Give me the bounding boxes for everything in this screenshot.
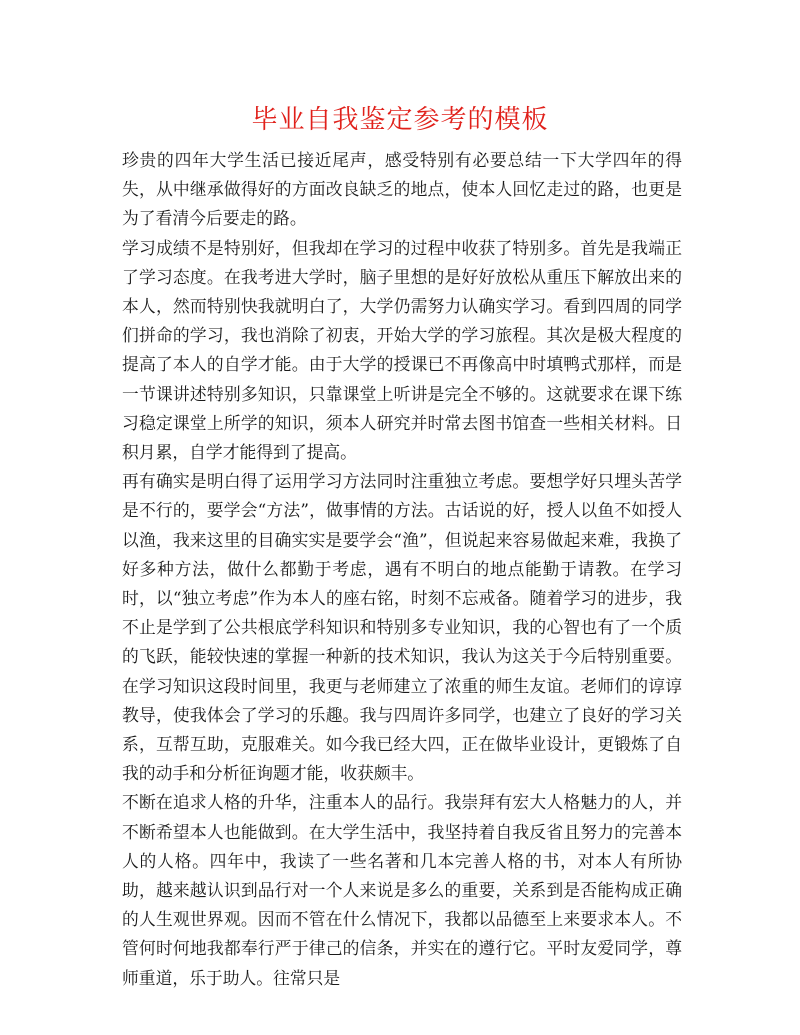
paragraph: 学习成绩不是特别好，但我却在学习的过程中收获了特别多。首先是我端正了学习态度。在我考进大学时，脑子里想的是好好放松从重压下解放出来的本人，然而特别快我就明白了，大学仍需努力认确实学习。看到四周的同学们拼命的学习，我也消除了初衷，开始大学的学习旅程。其次是极大程度的提高了本人的自学才能。由于大学的授课已不再像高中时填鸭式那样，而是一节课讲述特别多知识，只靠课堂上听讲是完全不够的。这就要求在课下练习稳定课堂上所学的知识，须本人研究并时常去图书馆查一些相关材料。日积月累，自学才能得到了提高。 (122, 237, 682, 463)
document-body (122, 146, 682, 993)
paragraph: 再有确实是明白得了运用学习方法同时注重独立考虑。要想学好只埋头苦学是不行的，要学会“方法”，做事情的方法。古话说的好，授人以鱼不如授人以渔，我来这里的目确实实是要学会“渔”，但说起来容易做起来难，我换了好多种方法，做什么都勤于考虑，遇有不明白的地点能勤于请教。在学习时，以“独立考虑”作为本人的座右铭，时刻不忘戒备。随着学习的进步，我不止是学到了公共根底学科知识和特别多专业知识，我的心智也有了一个质的飞跃，能较快速的掌握一种新的技术知识，我认为这关于今后特别重要。在学习知识这段时间里，我更与老师建立了浓重的师生友谊。老师们的谆谆教导，使我体会了学习的乐趣。我与四周许多同学，也建立了良好的学习关系，互帮互助，克服难关。如今我已经大四，正在做毕业设计，更锻炼了自我的动手和分析征询题才能，收获颇丰。 (122, 471, 682, 784)
document-title: 毕业自我鉴定参考的模板 (251, 105, 549, 135)
paragraph: 珍贵的四年大学生活已接近尾声，感受特别有必要总结一下大学四年的得失，从中继承做得好的方面改良缺乏的地点，使本人回忆走过的路，也更是为了看清今后要走的路。 (122, 150, 682, 229)
paragraph: 不断在追求人格的升华，注重本人的品行。我崇拜有宏大人格魅力的人，并不断希望本人也能做到。在大学生活中，我坚持着自我反省且努力的完善本人的人格。四年中，我读了一些名著和几本完善人格的书，对本人有所协助，越来越认识到品行对一个人来说是多么的重要，关系到是否能构成正确的人生观世界观。因而不管在什么情况下，我都以品德至上来要求本人。不管何时何地我都奉行严于律己的信条，并实在的遵行它。平时友爱同学，尊师重道，乐于助人。往常只是 (122, 792, 682, 988)
